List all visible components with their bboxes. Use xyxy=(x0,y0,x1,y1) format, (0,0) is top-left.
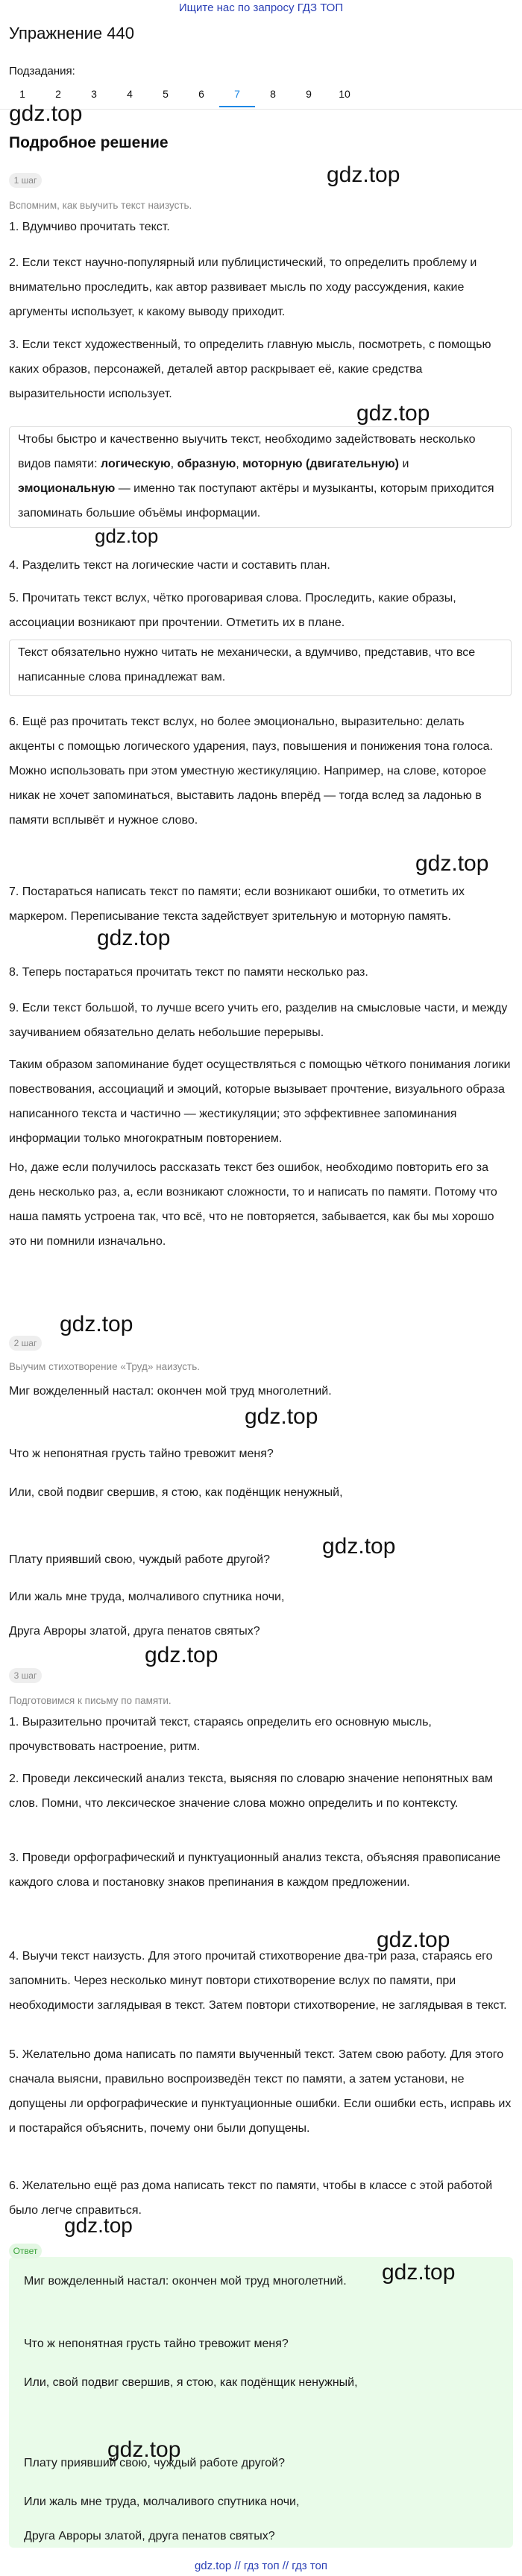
subtask-tab-1[interactable]: 1 xyxy=(19,88,25,100)
watermark: gdz.top xyxy=(145,1643,218,1667)
step-badge: 3 шаг xyxy=(9,1668,42,1683)
separator: , xyxy=(236,458,243,470)
watermark: gdz.top xyxy=(64,2214,133,2237)
subtask-tab-10[interactable]: 10 xyxy=(339,88,350,100)
step-hint: Вспомним, как выучить текст наизусть. xyxy=(9,200,192,211)
subtask-tab-2[interactable]: 2 xyxy=(55,88,61,100)
section-title: Подробное решение xyxy=(9,134,169,151)
reading-note: Текст обязательно нужно читать не механически, а вдумчиво, представив, что все написанные слова принадлежат вам. xyxy=(9,640,512,696)
answer-line: Друга Авроры златой, друга пенатов святых? xyxy=(24,2530,275,2542)
answer-line: Что ж непонятная грусть тайно тревожит меня? xyxy=(24,2337,289,2350)
step-badge: 2 шаг xyxy=(9,1336,42,1351)
watermark: gdz.top xyxy=(9,101,83,126)
step-hint: Подготовимся к письму по памяти. xyxy=(9,1695,172,1706)
subtask-tab-5[interactable]: 5 xyxy=(163,88,169,100)
watermark: gdz.top xyxy=(415,851,489,876)
subtasks-label: Подзадания: xyxy=(9,65,75,78)
subtask-tab-6[interactable]: 6 xyxy=(198,88,204,100)
answer-line: Или, свой подвиг свершив, я стою, как подёнщик ненужный, xyxy=(24,2376,358,2389)
paragraph: 4. Выучи текст наизусть. Для этого прочитай стихотворение два-три раза, стараясь его запомнить. Через несколько минут повтори стихотворение вслух по памяти, при необходимости заглядывая в текст. Затем повтори стихотворение, не заглядывая в текст. xyxy=(9,1950,507,2012)
paragraph: 7. Постараться написать текст по памяти; если возникают ошибки, то отметить их маркером. Переписывание текста задействует зрительную и моторную память. xyxy=(9,886,465,923)
subtask-tab-4[interactable]: 4 xyxy=(127,88,133,100)
footer-links[interactable]: gdz.top // гдз топ // гдз топ xyxy=(194,2560,328,2572)
answer-line: Плату приявший свою, чуждый работе другой? xyxy=(24,2457,285,2469)
step-badge: 1 шаг xyxy=(9,173,42,188)
memory-type-logical: логическую xyxy=(101,458,171,470)
watermark: gdz.top xyxy=(95,525,159,547)
paragraph: 1. Выразительно прочитай текст, стараясь определить его основную мысль, прочувствовать настроение, ритм. xyxy=(9,1716,432,1753)
memory-type-figurative: образную xyxy=(177,458,236,470)
note-text: Чтобы быстро и качественно выучить текст, необходимо задействовать несколько видов памяти: xyxy=(18,433,476,470)
paragraph: 8. Теперь постараться прочитать текст по памяти несколько раз. xyxy=(9,966,368,979)
watermark: gdz.top xyxy=(322,1534,396,1559)
step-hint: Выучим стихотворение «Труд» наизусть. xyxy=(9,1361,200,1372)
subtask-tab-8[interactable]: 8 xyxy=(270,88,276,100)
watermark: gdz.top xyxy=(245,1404,318,1429)
paragraph: 4. Разделить текст на логические части и составить план. xyxy=(9,559,330,572)
answer-line: Или жаль мне труда, молчаливого спутника ночи, xyxy=(24,2496,300,2508)
memory-type-emotional: эмоциональную xyxy=(18,482,116,495)
watermark: gdz.top xyxy=(377,1928,450,1952)
watermark: gdz.top xyxy=(356,401,430,426)
watermark: gdz.top xyxy=(97,926,171,950)
poem-line: Что ж непонятная грусть тайно тревожит меня? xyxy=(9,1448,274,1460)
paragraph: Но, даже если получилось рассказать текст без ошибок, необходимо повторить его за день несколько раз, а, если возникают сложности, то и написать по памяти. Потому что наша память устроена так, что всё, что не повторяется, забывается, как бы мы хорошо это ни помнили изначально. xyxy=(9,1161,497,1248)
subtask-tab-7-active[interactable]: 7 xyxy=(219,80,255,107)
page-title: Упражнение 440 xyxy=(9,24,134,42)
paragraph: 2. Если текст научно-популярный или публицистический, то определить проблему и внимательно проследить, как автор развивает мысль по ходу рассуждения, какие аргументы использует, к какому выводу приходит. xyxy=(9,256,477,318)
watermark: gdz.top xyxy=(107,2437,181,2462)
paragraph: 9. Если текст большой, то лучше всего учить его, разделив на смысловые части, и между заучиванием обязательно делать небольшие перерывы. xyxy=(9,1002,508,1039)
paragraph: 3. Если текст художественный, то определить главную мысль, посмотреть, с помощью каких образов, персонажей, деталей автор раскрывает её, какие средства выразительности использует. xyxy=(9,338,491,400)
memory-types-note xyxy=(9,426,512,528)
poem-line: Или, свой подвиг свершив, я стою, как подёнщик ненужный, xyxy=(9,1486,343,1499)
poem-line: Миг вожделенный настал: окончен мой труд многолетний. xyxy=(9,1385,332,1398)
paragraph: 5. Прочитать текст вслух, чётко проговаривая слова. Проследить, какие образы, ассоциации возникают при прочтении. Отметить их в плане. xyxy=(9,592,456,629)
answer-box xyxy=(9,2257,513,2548)
subtask-tab-9[interactable]: 9 xyxy=(306,88,312,100)
poem-line: Друга Авроры златой, друга пенатов святых? xyxy=(9,1625,260,1638)
answer-line: Миг вожделенный настал: окончен мой труд многолетний. xyxy=(24,2275,347,2288)
separator: , xyxy=(170,458,177,470)
top-search-link[interactable]: Ищите нас по запросу ГДЗ ТОП xyxy=(178,1,344,14)
separator: и xyxy=(399,458,409,470)
watermark: gdz.top xyxy=(60,1312,133,1336)
poem-line: Или жаль мне труда, молчаливого спутника ночи, xyxy=(9,1591,285,1603)
watermark: gdz.top xyxy=(382,2260,456,2285)
answer-badge: Ответ xyxy=(9,2244,42,2258)
memory-type-motor: моторную (двигательную) xyxy=(242,458,400,470)
paragraph: 6. Ещё раз прочитать текст вслух, но более эмоционально, выразительно: делать акценты с помощью логического ударения, пауз, повышения и понижения тона голоса. Можно использовать при этом уместную жестикуляцию. Например, на слове, которое никак не хочет запоминаться, выставить ладонь вперёд — тогда вслед за ладонью в памяти всплывёт и нужное слово. xyxy=(9,716,493,827)
paragraph: 2. Проведи лексический анализ текста, выясняя по словарю значение непонятных вам слов. Помни, что лексическое значение слова можно определить и по контексту. xyxy=(9,1772,493,1810)
poem-line: Плату приявший свою, чуждый работе другой? xyxy=(9,1553,270,1566)
paragraph: Таким образом запоминание будет осуществляться с помощью чёткого понимания логики повествования, ассоциаций и эмоций, которые вызывает прочтение, визуального образа написанного текста и частично — жестикуляции; это эффективнее запоминания информации только многократным повторением. xyxy=(9,1058,511,1145)
paragraph: 1. Вдумчиво прочитать текст. xyxy=(9,221,170,233)
paragraph: 3. Проведи орфографический и пунктуационный анализ текста, объясняя правописание каждого слова и постановку знаков препинания в каждом предложении. xyxy=(9,1852,501,1889)
note-text: — именно так поступают актёры и музыканты, которым приходится запоминать большие объёмы информации. xyxy=(18,482,494,520)
watermark: gdz.top xyxy=(327,162,400,187)
subtask-tab-3[interactable]: 3 xyxy=(91,88,97,100)
paragraph: 5. Желательно дома написать по памяти выученный текст. Затем свою работу. Для этого сначала выясни, правильно воспроизведён текст по памяти, а затем установи, не допущены ли орфографические и пунктуационные ошибки. Если ошибки есть, исправь их и постарайся объяснить, почему они были допущены. xyxy=(9,2048,512,2135)
paragraph: 6. Желательно ещё раз дома написать текст по памяти, чтобы в классе с этой работой было легче справиться. xyxy=(9,2179,493,2217)
